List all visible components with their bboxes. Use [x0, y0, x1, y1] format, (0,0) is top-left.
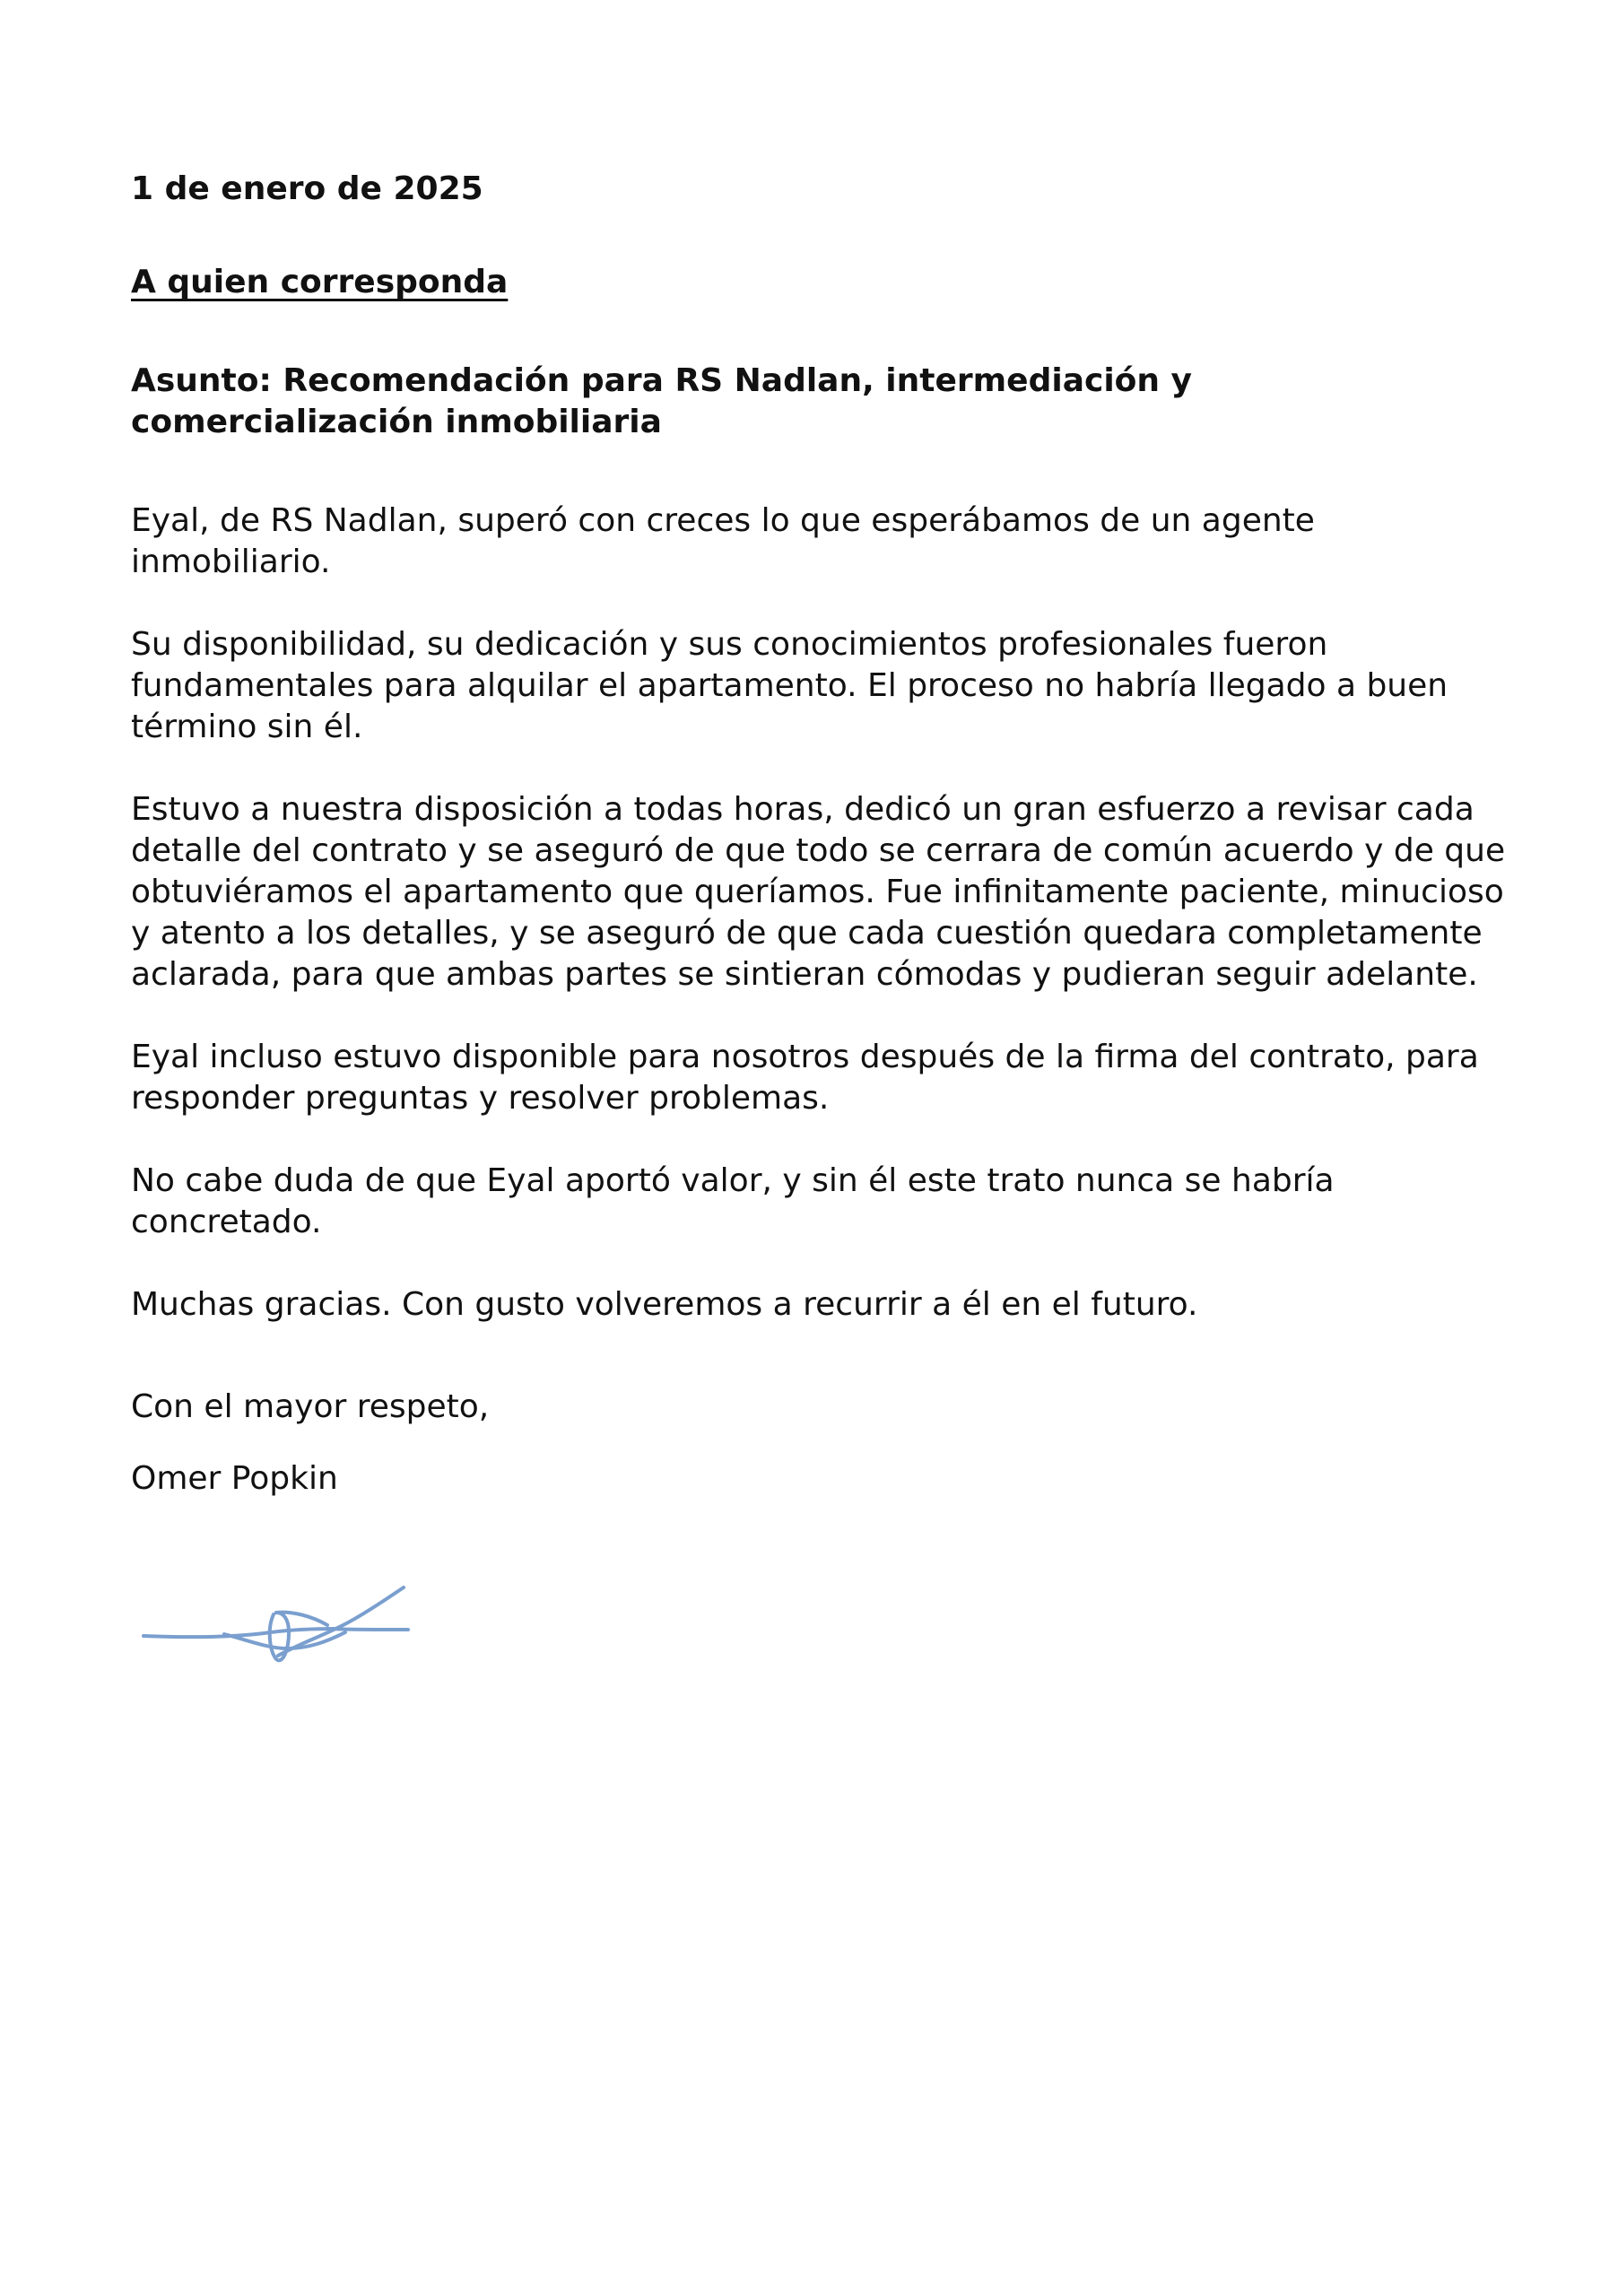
letter-body — [131, 169, 1512, 1500]
signer-name: Omer Popkin — [131, 1460, 338, 1497]
paragraph-availability: Su disponibilidad, su dedicación y sus conocimientos profesionales fueron fundamentales para alquilar el apartamento. El proceso no habría llegado a buen término sin él. — [131, 626, 1448, 745]
letter-addressee: A quien corresponda — [131, 264, 509, 300]
paragraph-dedication: Estuvo a nuestra disposición a todas horas, dedicó un gran esfuerzo a revisar cada detalle del contrato y se aseguró de que todo se cerrara de común acuerdo y de que obtuviéramos el apartamento que queríamos. Fue infinitamente paciente, minucioso y atento a los detalles, y se aseguró de que cada cuestión quedara completamente aclarada, para que ambas partes se sintieran cómodas y pudieran seguir adelante. — [131, 791, 1506, 993]
paragraph-intro: Eyal, de RS Nadlan, superó con creces lo que esperábamos de un agente inmobiliario. — [131, 502, 1315, 580]
handwritten-signature-icon — [135, 1578, 439, 1686]
paragraph-value: No cabe duda de que Eyal aportó valor, y sin él este trato nunca se habría concretado. — [131, 1162, 1335, 1240]
paragraph-thanks: Muchas gracias. Con gusto volveremos a recurrir a él en el futuro. — [131, 1286, 1198, 1323]
letter-date: 1 de enero de 2025 — [131, 170, 483, 207]
letter-closing: Con el mayor respeto, — [131, 1388, 490, 1425]
letter-subject: Asunto: Recomendación para RS Nadlan, intermediación y comercialización inmobiliaria — [131, 362, 1193, 440]
paragraph-after-signing: Eyal incluso estuvo disponible para nosotros después de la firma del contrato, para responder preguntas y resolver problemas. — [131, 1039, 1479, 1117]
